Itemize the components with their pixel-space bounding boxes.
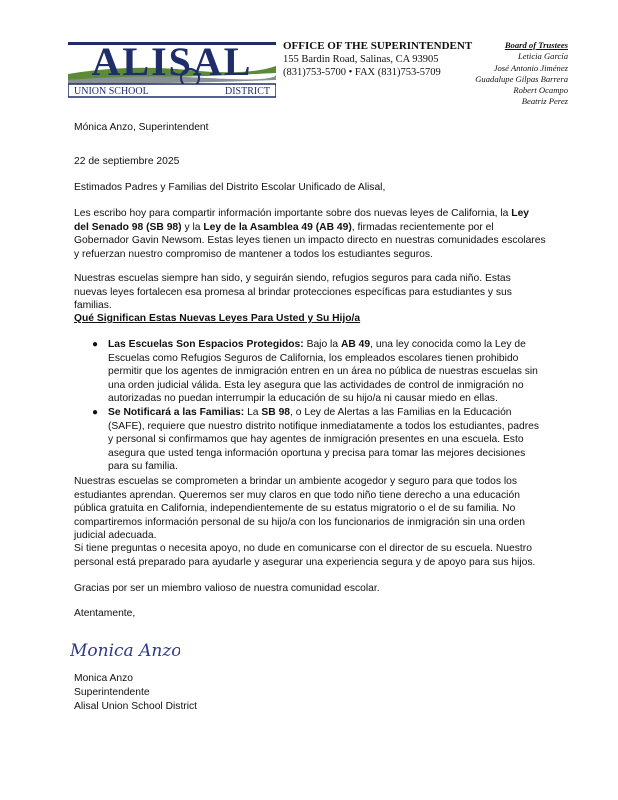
board-member: Beatriz Perez (521, 96, 568, 107)
law-ab49: AB 49 (340, 339, 371, 350)
office-block (283, 40, 473, 79)
bullet-marker: ● (92, 339, 99, 350)
paragraph-questions: Si tiene preguntas o necesita apoyo, no dude en comunicarse con el director de su escuela. Nuestro personal está preparado para ayudarle y asegurar una experiencia segura y de apoyo para sus hijos. (74, 543, 536, 568)
board-of-trustees (470, 40, 568, 108)
svg-text:ALISAL: ALISAL (91, 40, 253, 84)
signature (70, 634, 180, 666)
bullet-marker: ● (92, 407, 99, 418)
svg-text:DISTRICT: DISTRICT (225, 86, 270, 97)
law-sb98: SB 98 (261, 407, 291, 418)
svg-text:Monica Anzo: Monica Anzo (70, 641, 180, 661)
text-run: Bajo la (303, 339, 341, 350)
board-member: Leticia García (517, 51, 568, 62)
paragraph-commitment: Nuestras escuelas se comprometen a brindar un ambiente acogedor y seguro para que todos los estudiantes aprendan. Queremos ser muy claros en que todo niño tiene derecho a una educación pública gratuita en California, independientemente de su estatus migratorio o el de su familia. No compartiremos información personal de su hijo/a con los funcionarios de inmigración sin una orden judicial adecuada. (74, 476, 526, 542)
from-line: Mónica Anzo, Superintendent (74, 122, 209, 133)
greeting: Estimados Padres y Familias del Distrito Escolar Unificado de Alisal, (74, 182, 386, 193)
law-ab49: Ley de la Asamblea 49 (AB 49) (203, 221, 352, 233)
section-heading: Qué Significan Estas Nuevas Leyes Para Usted y Su Hijo/a (74, 313, 361, 324)
office-address: 155 Bardin Road, Salinas, CA 93905 (283, 54, 439, 65)
text-run: , una ley conocida como la Ley de Escuelas como Refugios Seguros de California, los empleados escolares tienen prohibido permitir que los agentes de inmigración entren en un área no pública de nuestras escuelas sin una orden judicial válida. Esta ley asegura que las actividades de control de inmigración no autorizadas no puedan interrumpir la educación de su hijo/a ni causar miedo en ellas. (108, 339, 538, 405)
letter-date: 22 de septiembre 2025 (74, 156, 180, 167)
closing: Atentamente, (74, 608, 136, 619)
board-member: Guadalupe Gilpas Barrera (475, 73, 568, 84)
law-sb98: Ley del Senado 98 (SB 98) (74, 208, 530, 233)
bullet-item-sb98 (108, 406, 546, 474)
office-title: OFFICE OF THE SUPERINTENDENT (283, 40, 473, 52)
signer-name: Monica Anzo (74, 673, 133, 684)
text-run: , o Ley de Alertas a las Familias en la Educación (SAFE), requiere que nuestro distrito notifique inmediatamente a todos los estudiantes, padres y personal si confirmamos que hay agentes de inmigración presentes en una escuela. Esto asegura que usted tenga información oportuna y precisa para tomar las mejores decisiones para su familia. (108, 407, 539, 473)
paragraph-intro (74, 207, 546, 261)
board-member: José Antonio Jiménez (493, 62, 568, 73)
text-run: La (244, 407, 262, 418)
board-member: Robert Ocampo (513, 85, 568, 96)
svg-text:UNION SCHOOL: UNION SCHOOL (74, 86, 149, 97)
signer-organization: Alisal Union School District (74, 701, 198, 712)
text-run: Les escribo hoy para compartir información importante sobre dos nuevas leyes de California, la (74, 208, 512, 219)
office-phone: (831)753-5700 • FAX (831)753-5709 (283, 67, 441, 78)
bullet-title: Se Notificará a las Familias: (108, 407, 245, 418)
board-title: Board of Trustees (504, 40, 568, 50)
signer-title: Superintendente (74, 687, 150, 698)
bullet-item-ab49 (108, 338, 546, 406)
text-run: y la (181, 221, 204, 233)
bullet-title: Las Escuelas Son Espacios Protegidos: (108, 339, 304, 350)
paragraph-thanks: Gracias por ser un miembro valioso de nuestra comunidad escolar. (74, 583, 380, 594)
text-run: , firmadas recientemente por el Gobernador Gavin Newsom. Estas leyes tienen un impacto directo en nuestras comunidades escolares y refuerzan nuestro compromiso de mantener a todos los estudiantes seguros. (74, 221, 546, 260)
district-logo (68, 40, 276, 100)
paragraph-safe-havens: Nuestras escuelas siempre han sido, y seguirán siendo, refugios seguros para cada niño. Estas nuevas leyes fortalecen esa promesa al brindar protecciones específicas para estudiantes y sus familias. (74, 273, 512, 312)
